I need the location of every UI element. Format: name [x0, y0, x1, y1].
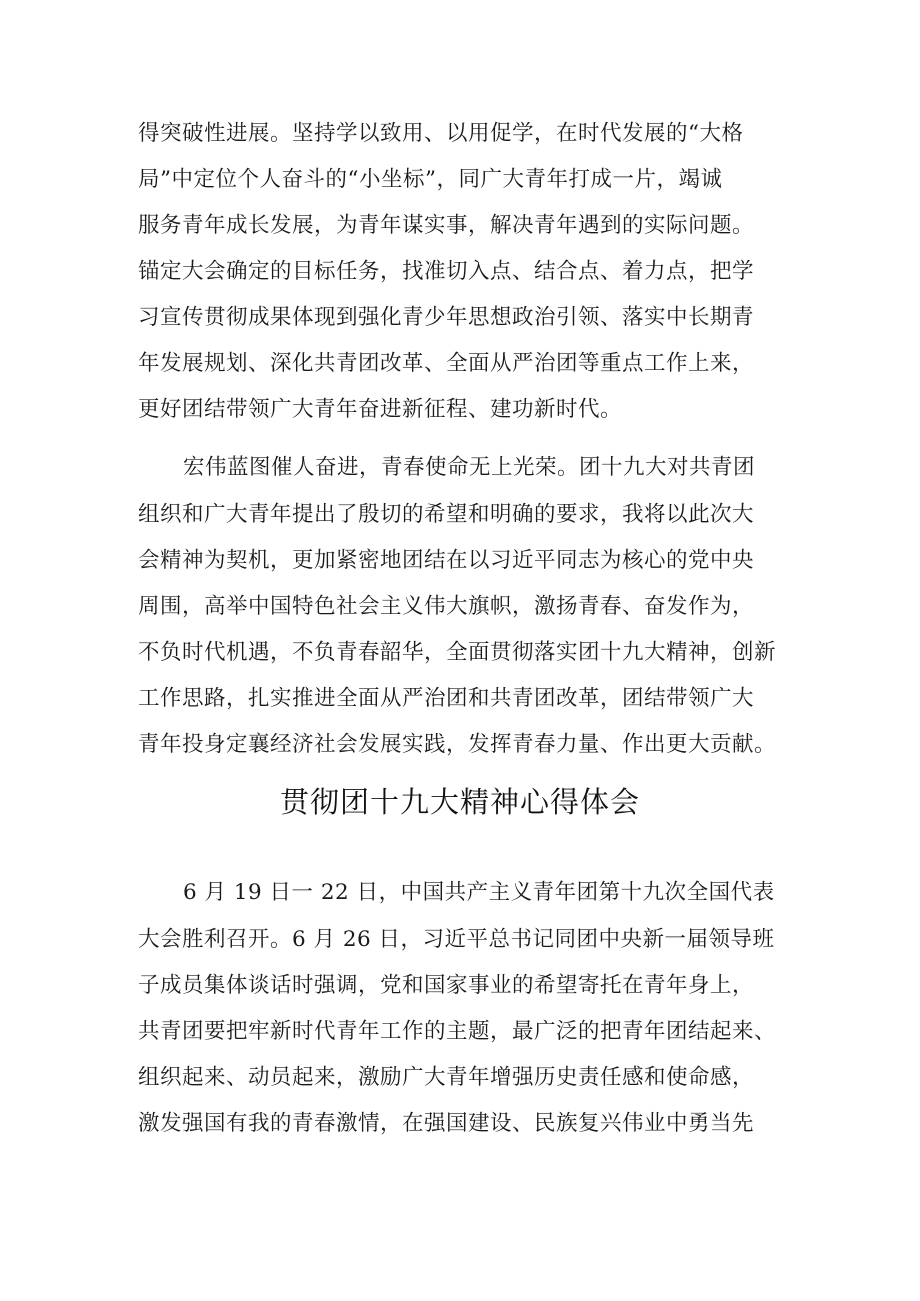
closing-line-1: 宏伟蓝图催人奋进，青春使命无上光荣。团十九大对共青团: [183, 455, 756, 480]
closing-line-7: 青年投身定襄经济社会发展实践，发挥青春力量、作出更大贡献。: [138, 732, 777, 757]
article-line-6: 激发强国有我的青春激情，在强国建设、民族复兴伟业中勇当先: [138, 1111, 755, 1136]
article-title: 贯彻团十九大精神心得体会: [279, 785, 640, 819]
closing-line-2: 组织和广大青年提出了殷切的希望和明确的要求，我将以此次大: [138, 502, 755, 527]
closing-line-6: 工作思路，扎实推进全面从严治团和共青团改革，团结带领广大: [138, 686, 755, 711]
article-line-2: 大会胜利召开。6 月 26 日，习近平总书记同团中央新一届领导班: [138, 927, 775, 952]
closing-line-3: 会精神为契机，更加紧密地团结在以习近平同志为核心的党中央: [138, 548, 755, 573]
closing-line-4: 周围，高举中国特色社会主义伟大旗帜，激扬青春、奋发作为，: [138, 594, 755, 619]
article-line-1: 6 月 19 日一 22 日，中国共产主义青年团第十九次全国代表: [183, 880, 775, 905]
continuation-line-6: 年发展规划、深化共青团改革、全面从严治团等重点工作上来，: [138, 351, 755, 376]
article-line-4: 共青团要把牢新时代青年工作的主题，最广泛的把青年团结起来、: [138, 1019, 777, 1044]
continuation-line-4: 锚定大会确定的目标任务，找准切入点、结合点、着力点，把学: [138, 259, 755, 284]
continuation-line-5: 习宣传贯彻成果体现到强化青少年思想政治引领、落实中长期青: [138, 305, 755, 330]
continuation-line-7: 更好团结带领广大青年奋进新征程、建功新时代。: [138, 397, 623, 422]
article-line-3: 子成员集体谈话时强调，党和国家事业的希望寄托在青年身上，: [138, 973, 755, 998]
continuation-line-2: 局”中定位个人奋斗的“小坐标”，同广大青年打成一片，竭诚: [138, 167, 723, 192]
article-line-5: 组织起来、动员起来，激励广大青年增强历史责任感和使命感，: [138, 1065, 755, 1090]
closing-line-5: 不负时代机遇，不负青春韶华，全面贯彻落实团十九大精神，创新: [138, 640, 777, 665]
continuation-line-1: 得突破性进展。坚持学以致用、以用促学，在时代发展的“大格: [138, 121, 744, 146]
continuation-line-3: 服务青年成长发展，为青年谋实事，解决青年遇到的实际问题。: [138, 213, 755, 238]
